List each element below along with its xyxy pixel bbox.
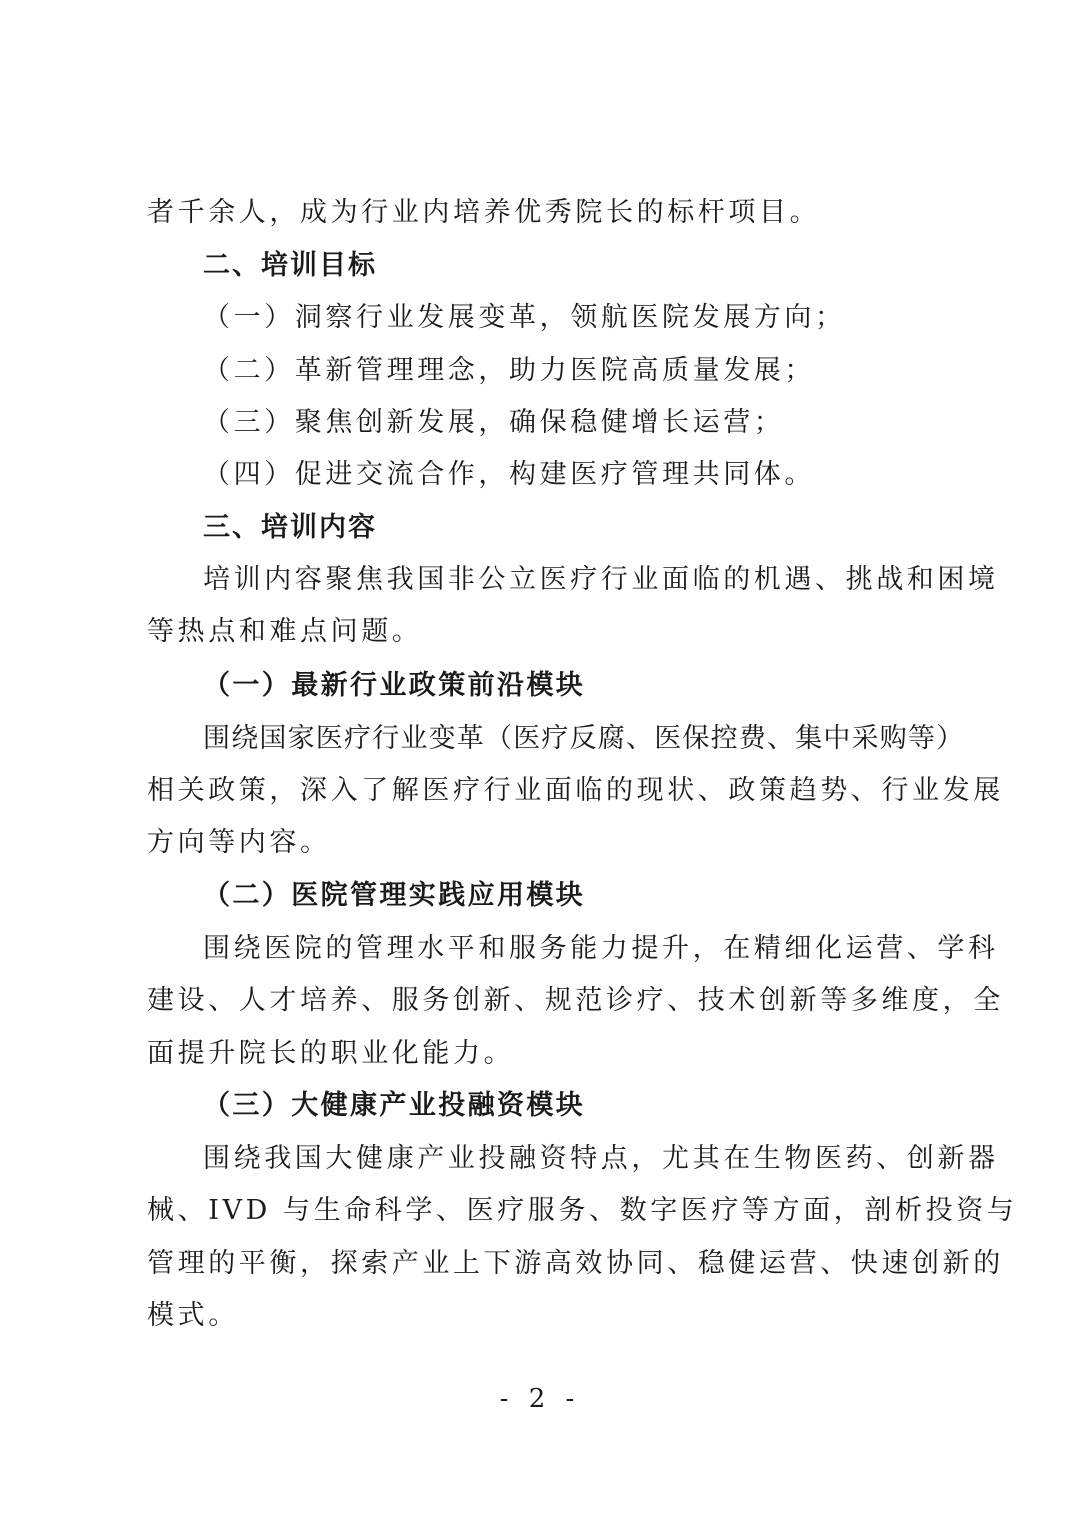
section-heading-training-content: 三、培训内容 xyxy=(203,512,377,543)
goal-item: （一）洞察行业发展变革，领航医院发展方向； xyxy=(203,302,846,333)
goal-item: （二）革新管理理念，助力医院高质量发展； xyxy=(203,355,815,386)
module-title-investment: （三）大健康产业投融资模块 xyxy=(203,1090,586,1121)
module-management-line: 面提升院长的职业化能力。 xyxy=(147,1038,515,1069)
goal-item: （四）促进交流合作，构建医疗管理共同体。 xyxy=(203,459,815,490)
module-investment-line: 模式。 xyxy=(147,1300,239,1331)
content-intro-line: 培训内容聚焦我国非公立医疗行业面临的机遇、挑战和困境 xyxy=(203,564,999,595)
goal-item: （三）聚焦创新发展，确保稳健增长运营； xyxy=(203,407,785,438)
module-title-management: （二）医院管理实践应用模块 xyxy=(203,880,586,911)
module-policy-line: 方向等内容。 xyxy=(147,827,331,858)
module-investment-line: 管理的平衡，探索产业上下游高效协同、稳健运营、快速创新的 xyxy=(147,1248,1004,1279)
intro-tail-text: 者千余人，成为行业内培养优秀院长的标杆项目。 xyxy=(147,197,821,228)
module-investment-line: 械、IVD 与生命科学、医疗服务、数字医疗等方面，剖析投资与 xyxy=(147,1195,1018,1226)
module-policy-line: 相关政策，深入了解医疗行业面临的现状、政策趋势、行业发展 xyxy=(147,775,1004,806)
module-management-line: 围绕医院的管理水平和服务能力提升，在精细化运营、学科 xyxy=(203,933,999,964)
module-management-line: 建设、人才培养、服务创新、规范诊疗、技术创新等多维度，全 xyxy=(147,985,1004,1016)
module-title-policy: （一）最新行业政策前沿模块 xyxy=(203,670,586,701)
module-policy-line: 围绕国家医疗行业变革（医疗反腐、医保控费、集中采购等） xyxy=(203,723,965,754)
content-intro-line: 等热点和难点问题。 xyxy=(147,616,423,647)
section-heading-training-goals: 二、培训目标 xyxy=(203,250,377,281)
page-number: - 2 - xyxy=(499,1384,581,1414)
module-investment-line: 围绕我国大健康产业投融资特点，尤其在生物医药、创新器 xyxy=(203,1143,999,1174)
